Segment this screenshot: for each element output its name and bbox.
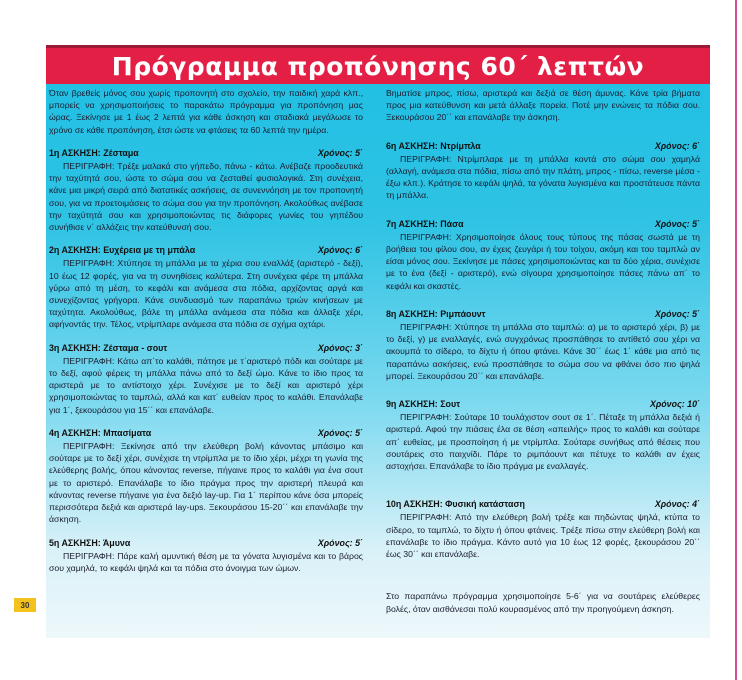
exercise-2 [49,244,363,330]
exercise-header [386,218,700,230]
exercise-header [49,342,363,354]
exercise-description: ΠΕΡΙΓΡΑΦΗ: Ξεκίνησε από την ελεύθερη βολή κάνοντας μπάσιμο και σούταρε με το δεξί χέρι, συνέχισε τη ντρίμπλα με το ίδιο χέρι, μέχρι τη γωνία της ελεύθερης βολής, όπου κάνοντας reverse, πήγαινε προς το καλάθι για ένα σουτ με το αριστερό. Επανάλαβε το ίδιο πράγμα προς την αριστερή πλευρά και κάνοντας reverse πήγαινε για ένα δεξιό lay-up. Για 1΄ περίπου κάνε όσα μπορείς περισσότερα δεξιά και αριστερά lay-ups. Ξεκουράσου 15-20΄΄ και επανάλαβε την άσκηση. [49,441,363,525]
exercise-7 [386,218,700,292]
exercise-description: ΠΕΡΙΓΡΑΦΗ: Πάρε καλή αμυντική θέση με τα γόνατα λυγισμένα και το βάρος σου χαμηλά, το κεφάλι ψηλά και τα πόδια στο άνοιγμα των ώμων. [49,550,363,573]
article-page [46,45,710,638]
exercise-title: 1η ΑΣΚΗΣΗ: Ζέσταμα [49,147,139,158]
exercise-9 [386,398,700,472]
exercise-time: Χρόνος: 6΄ [317,245,363,256]
closing-paragraph: Στο παραπάνω πρόγραμμα χρησιμοποίησε 5-6΄ για να σουτάρεις ελεύθερες βολές, όταν αισθάνεσαι πολύ κουρασμένος από την προηγούμενη άσκηση. [386,591,700,614]
exercise-time: Χρόνος: 5΄ [317,427,363,438]
title-banner [46,45,710,84]
exercise-header [386,308,700,320]
exercise-header [49,537,363,549]
exercise-3 [49,342,363,416]
exercise-title: 10η ΑΣΚΗΣΗ: Φυσική κατάσταση [386,499,525,510]
exercise-description: ΠΕΡΙΓΡΑΦΗ: Σούταρε 10 τουλάχιστον σουτ σε 1΄. Πέταξε τη μπάλλα δεξιά ή αριστερά. Αφού την πιάσεις έλα σε θέση «απειλής» προς το καλάθι και σούταρε απ΄ ευθείας, με προσποίηση ή με ντρίμπλα. Σούταρε συνήθως από θέσεις που σουτάρεις στο παιχνίδι. Πάρε το ριμπάουντ και πέτυχε το καλάθι αν έχεις αστοχήσει. Επανάλαβε το ίδιο πράγμα με εναλλαγές. [386,412,700,472]
exercise-5 [49,537,363,575]
exercise-title: 3η ΑΣΚΗΣΗ: Ζέσταμα - σουτ [49,342,168,353]
exercise-8 [386,308,700,382]
exercise-time: Χρόνος: 3΄ [317,342,363,353]
exercise-10 [386,498,700,560]
exercise-description: ΠΕΡΙΓΡΑΦΗ: Τρέξε μαλακά στο γήπεδο, πάνω - κάτω. Ανέβαζε προοδευτικά την ταχύτητά σου, ώστε το σώμα σου να ζεσταθεί φυσιολογικά. Στη συνέχεια, κάνε μια μικρή σειρά από διατατικές ασκήσεις, σε συνεννόηση με τον προπονητή σου, για να προετοιμάσεις το σώμα σου για την προπόνηση. Ακολούθως ανέβασε την ταχύτητά σου και χρησιμοποιώντας τις διάφορες γωνίες του γηπέδου συνήθισε ν΄ αλλάζεις την κατεύθυνσή σου. [49,161,363,233]
exercise-header [386,140,700,152]
exercise-title: 8η ΑΣΚΗΣΗ: Ριμπάουντ [386,308,486,319]
exercise-title: 6η ΑΣΚΗΣΗ: Ντρίμπλα [386,140,481,151]
exercise-time: Χρόνος: 5΄ [654,218,700,229]
exercise-time: Χρόνος: 5΄ [317,147,363,158]
left-column [49,87,363,574]
page-number: 30 [14,598,36,612]
exercise-time: Χρόνος: 5΄ [654,308,700,319]
exercise-title: 5η ΑΣΚΗΣΗ: Άμυνα [49,537,131,548]
exercise-time: Χρόνος: 5΄ [317,537,363,548]
exercise-title: 9η ΑΣΚΗΣΗ: Σουτ [386,399,461,410]
exercise-time: Χρόνος: 4΄ [654,499,700,510]
exercise-header [386,498,700,510]
exercise-description: ΠΕΡΙΓΡΑΦΗ: Ντρίμπλαρε με τη μπάλλα κοντά στο σώμα σου χαμηλά (αλλαγή, ανάμεσα στα πόδια, πίσω από την πλάτη, μπρος - πίσω, reverse μέσα - έξω κλπ.). Κράτησε το κεφάλι ψηλά, τα γόνατα λυγισμένα και προστάτευσε πάντα τη μπάλλα. [386,153,700,201]
right-column [386,87,700,615]
exercise-header [49,147,363,159]
page-title: Πρόγραμμα προπόνησης 60΄ λεπτών [111,51,645,81]
exercise-description: ΠΕΡΙΓΡΑΦΗ: Κάτω απ΄το καλάθι, πάτησε με τ΄αριστερό πόδι και σούταρε με το δεξί, αφού φέρεις τη μπάλλα πάνω από το δεξί ώμο. Κάνε το ίδιο προς τα αριστερά με το αντίστοιχο χέρι. Συνέχισε με το δεξί και αριστερό χέρι χρησιμοποιώντας το ταμπλώ, αλλά και κατ΄ ευθείαν προς το καλάθι. Επανάλαβε για 1΄, ξεκουράσου για 15΄΄ και επανάλαβε. [49,355,363,415]
exercise-title: 2η ΑΣΚΗΣΗ: Ευχέρεια με τη μπάλα [49,245,196,256]
exercise-description: ΠΕΡΙΓΡΑΦΗ: Χτύπησε τη μπάλλα στο ταμπλώ: α) με το αριστερό χέρι, β) με το δεξί, γ) με εναλλαγές, ενώ συγχρόνως προσπάθησε το αντίθετό σου χέρι να ακουμπά το σίδερο, το δίχτυ ή όπου φτάνει. Κάνε 30΄΄ έως 1΄ κάθε μια από τις παραπάνω ασκήσεις, ενώ προσπάθησε το σώμα σου να φθάνει όσο πιο ψηλά μπορεί. Ξεκουράσου 20΄΄ και επανάλαβε. [386,322,700,381]
exercise-header [386,398,700,410]
continued-paragraph: Βηματίσε μπρος, πίσω, αριστερά και δεξιά σε θέση άμυνας. Κάνε τρία βήματα προς μια κατεύθυνση και μετά άλλαξε πορεία. Ποτέ μην ενώνεις τα πόδια σου. Ξεκουράσου 20΄΄ και επανάλαβε την άσκηση. [386,88,700,123]
exercise-time: Χρόνος: 6΄ [654,140,700,151]
exercise-6 [386,140,700,202]
exercise-description: ΠΕΡΙΓΡΑΦΗ: Χτύπησε τη μπάλλα με τα χέρια σου εναλλάξ (αριστερό - δεξί), 10 έως 12 φορές, για να τη συνηθίσεις καλύτερα. Στη συνέχεια φέρε τη μπάλλα γύρω από τη μέση, το κεφάλι και ανάμεσα στα πόδια, αρχίζοντας αργά και συνεχίζοντας γρήγορα. Κάνε συνδυασμό των παραπάνω τριών κινήσεων με ταχύτητα. Ακολούθως, βάλε τη μπάλλα ανάμεσα στα πόδια και άλλαξε χέρι, αφήνοντάς την. Τέλος, ντρίμπλαρε ανάμεσα στα πόδια σε σχήμα οχτάρι. [49,258,363,330]
page-edge-rule [735,0,737,680]
exercise-header [49,427,363,439]
exercise-description: ΠΕΡΙΓΡΑΦΗ: Από την ελεύθερη βολή τρέξε και πηδώντας ψηλά, κτύπα το σίδερο, το ταμπλώ, το δίχτυ ή όπου φτάνεις. Τρέξε πίσω στην ελεύθερη βολή και επανάλαβε το ίδιο πράγμα. Κάντο αυτό για 10 έως 12 φορές, ξεκουράσου 20΄΄ έως 30΄΄ και επανάλαβε. [386,512,700,560]
intro-paragraph: Όταν βρεθείς μόνος σου χωρίς προπονητή στο σχολείο, την παιδική χαρά κλπ., μπορείς να χρησιμοποιήσεις το παρακάτω πρόγραμμα για προπόνηση μας ώρας. Ξεκίνησε με 1 έως 2 λεπτά για κάθε άσκηση και σταδιακά μεγάλωσε το χρόνο σε κάθε προπόνηση, έτσι ώστε να φτάσεις τα 60 λεπτά την ημέρα. [49,88,363,135]
exercise-header [49,244,363,256]
exercise-4 [49,427,363,526]
exercise-description: ΠΕΡΙΓΡΑΦΗ: Χρησιμοποίησε όλους τους τύπους της πάσας σωστά με τη βοήθεια του φίλου σου, αν έχεις ζευγάρι ή του τοίχου, ακόμη και του ταμπλώ αν είσαι μόνος σου. Ξεκίνησε με πάσες χρησιμοποιώντας και τα δύο χέρια, συνέχισε με το ένα (δεξί - αριστερό), ενώ σίγουρα χρησιμοποίησε πάσες πάνω απ΄ το κεφάλι και σκαστές. [386,231,700,291]
exercise-title: 7η ΑΣΚΗΣΗ: Πάσα [386,218,464,229]
exercise-title: 4η ΑΣΚΗΣΗ: Μπασίματα [49,427,152,438]
exercise-1 [49,147,363,233]
exercise-time: Χρόνος: 10΄ [649,399,700,410]
